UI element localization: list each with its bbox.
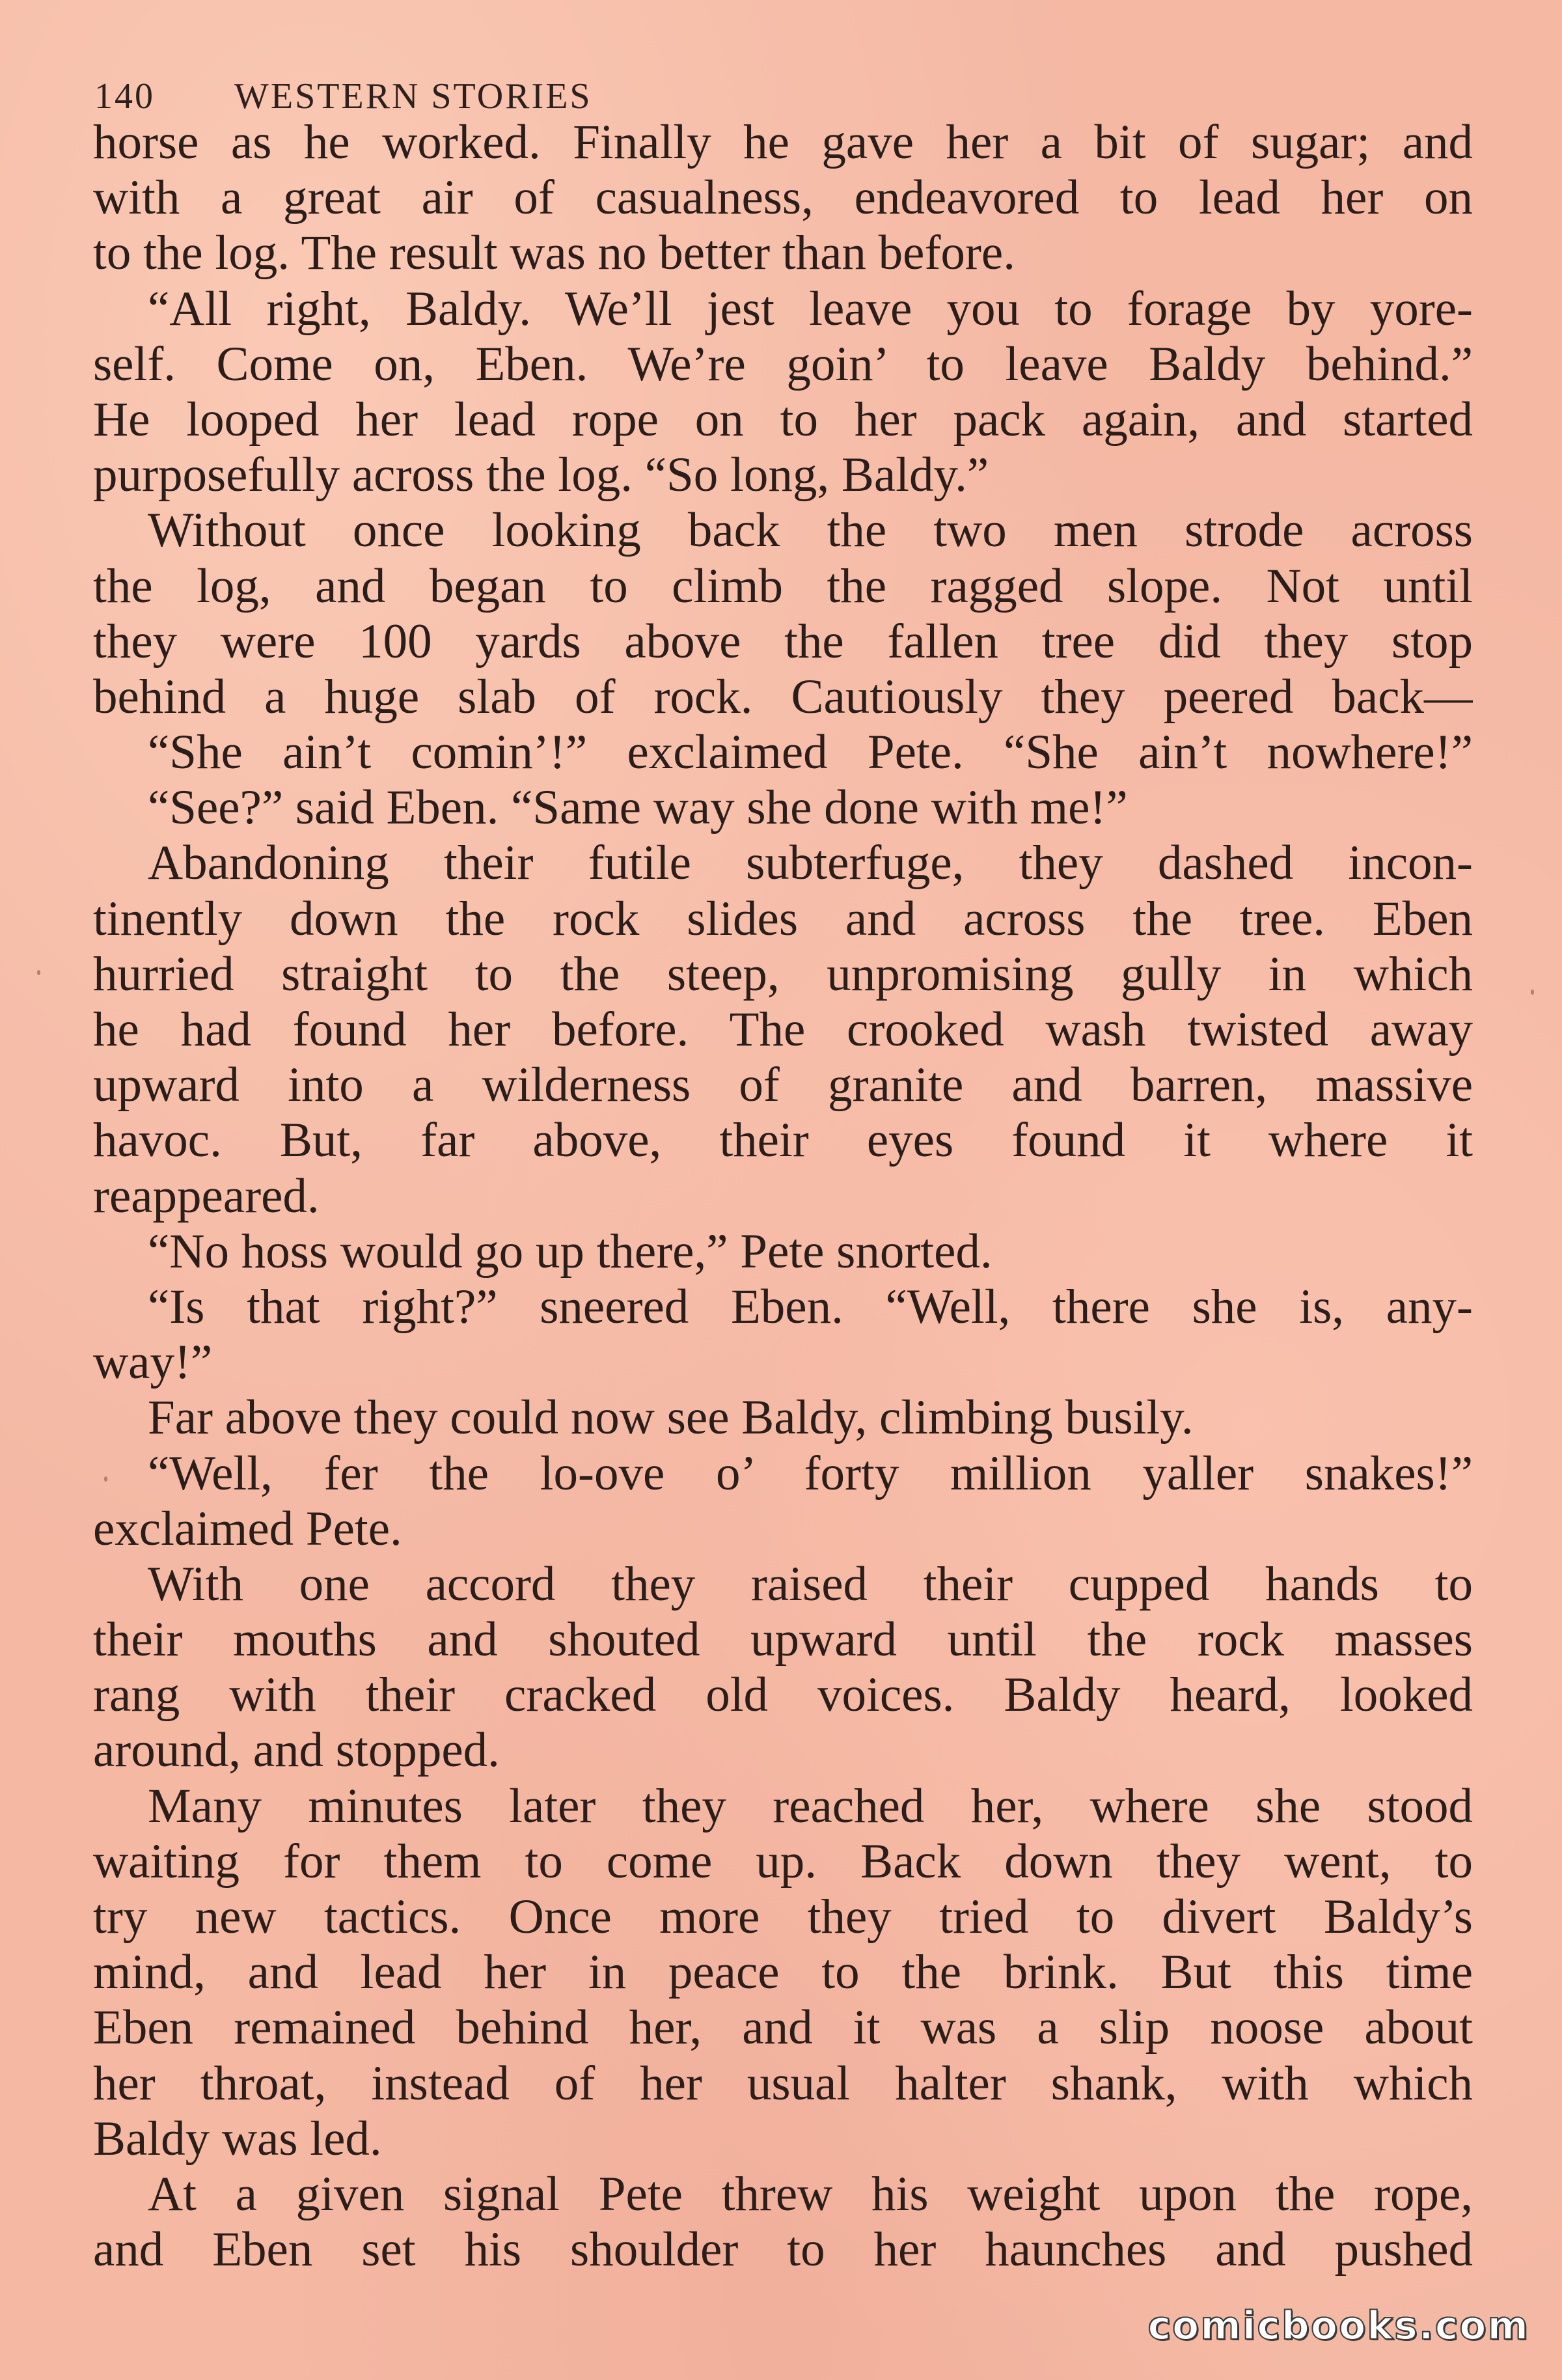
text-line: rang with their cracked old voices. Baldy heard, looked [93,1668,1473,1723]
text-line: Far above they could now see Baldy, climbing busily. [148,1391,1194,1445]
text-line: they were 100 yards above the fallen tree did they stop [93,614,1473,669]
text-line: purposefully across the log. “So long, Baldy.” [93,448,989,503]
text-line: he had found her before. The crooked wash twisted away [93,1003,1473,1057]
text-line: mind, and lead her in peace to the brink. But this time [93,1945,1473,2000]
print-speck [104,1476,107,1482]
page-number: 140 [94,76,155,117]
text-line: reappeared. [93,1169,320,1223]
text-line: upward into a wilderness of granite and barren, massive [93,1058,1473,1113]
watermark-logo: comicbooks.com [1147,2303,1529,2349]
text-line: With one accord they raised their cupped hands to [148,1557,1473,1611]
text-line: Many minutes later they reached her, where she stood [148,1778,1473,1833]
text-line: the log, and began to climb the ragged slope. Not until [93,559,1473,613]
text-line: tinently down the rock slides and across the tree. Eben [93,891,1473,946]
text-line: around, and stopped. [93,1723,500,1778]
text-line: He looped her lead rope on to her pack again, and started [93,392,1473,447]
text-line: “She ain’t comin’!” exclaimed Pete. “She ain’t nowhere!” [148,725,1473,780]
text-line: “Is that right?” sneered Eben. “Well, there she is, any- [148,1279,1473,1334]
text-line: self. Come on, Eben. We’re goin’ to leave Baldy behind.” [93,337,1473,391]
text-line: try new tactics. Once more they tried to divert Baldy’s [93,1890,1473,1944]
text-line: waiting for them to come up. Back down they went, to [93,1834,1473,1889]
text-line: and Eben set his shoulder to her haunches and pushed [93,2222,1473,2277]
running-head-title: WESTERN STORIES [234,76,592,117]
text-line: her throat, instead of her usual halter shank, with which [93,2056,1473,2110]
print-speck [37,970,40,975]
text-line: “See?” said Eben. “Same way she done with me!” [148,781,1128,835]
text-line: their mouths and shouted upward until the rock masses [93,1612,1473,1667]
text-line: way!” [93,1335,213,1390]
print-speck [1531,989,1534,995]
text-line: At a given signal Pete threw his weight upon the rope, [148,2166,1473,2221]
text-line: havoc. But, far above, their eyes found it where it [93,1113,1473,1168]
text-line: behind a huge slab of rock. Cautiously they peered back— [93,669,1473,724]
text-line: “All right, Baldy. We’ll jest leave you to forage by yore- [148,281,1473,336]
story-text [93,115,1473,2277]
text-line: “No hoss would go up there,” Pete snorted. [148,1224,993,1279]
text-line: horse as he worked. Finally he gave her a bit of sugar; and [93,115,1473,169]
text-line: Without once looking back the two men strode across [148,503,1473,558]
text-line: Eben remained behind her, and it was a slip noose about [93,2000,1473,2055]
text-line: with a great air of casualness, endeavored to lead her on [93,171,1473,225]
text-line: to the log. The result was no better than before. [93,226,1015,281]
text-line: Abandoning their futile subterfuge, they dashed incon- [148,836,1473,891]
text-line: exclaimed Pete. [93,1501,402,1556]
text-line: hurried straight to the steep, unpromising gully in which [93,947,1473,1001]
text-line: Baldy was led. [93,2111,382,2166]
text-line: “Well, fer the lo-ove o’ forty million yaller snakes!” [148,1446,1473,1501]
